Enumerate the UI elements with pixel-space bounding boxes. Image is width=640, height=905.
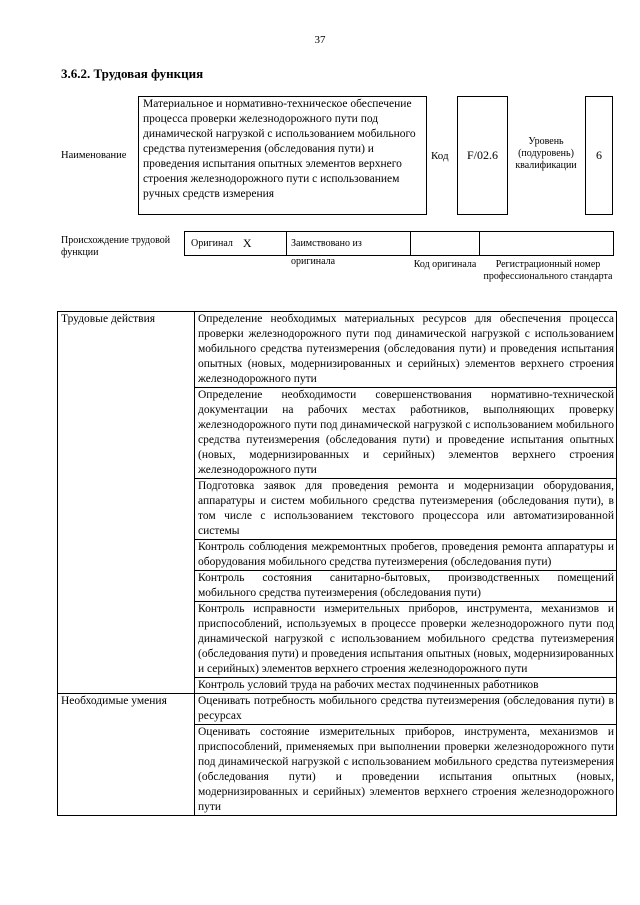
labor-action-item: Определение необходимости совершенствования нормативно-технической документации на рабочих местах работников, выполняющих проверку железнодорожного пути под динамической нагрузкой с использованием мобильного средства путеизмерения (обследования пути) и проведение испытания опытных (новых, модернизированных и серийных) элементов верхнего строения железнодорожного пути	[195, 388, 617, 479]
skill-item: Оценивать состояние измерительных приборов, инструмента, механизмов и приспособлений, применяемых при выполнении проверки железнодорожного пути под динамической нагрузкой с использованием мобильного средства путеизмерения (обследования пути) и проведении испытания опытных (новых, модернизированных и серийных) элементов верхнего строения железнодорожного пути	[195, 725, 617, 816]
labor-action-item: Контроль условий труда на рабочих местах подчиненных работников	[195, 678, 617, 694]
labor-action-item: Контроль состояния санитарно-бытовых, производственных помещений мобильного средства путеизмерения (обследования пути)	[195, 571, 617, 602]
function-name-box: Материальное и нормативно-техническое обеспечение процесса проверки железнодорожного пути под динамической нагрузкой с использованием мобильного средства путеизмерения (обследования пути) и проведения испытания опытных элементов верхнего строения железнодорожного пути с использованием ручных средств измерения	[138, 96, 427, 215]
table-row	[58, 312, 617, 388]
code-value: F/02.6	[466, 148, 498, 162]
reg-number-caption: Регистрационный номер профессионального стандарта	[483, 259, 613, 282]
section-title: 3.6.2. Трудовая функция	[61, 66, 204, 81]
original-cell	[185, 232, 287, 255]
required-skills-label: Необходимые умения	[58, 694, 195, 816]
labor-action-item: Контроль соблюдения межремонтных пробегов, проведения ремонта аппаратуры и оборудования мобильного средства путеизмерения (обследования пути)	[195, 540, 617, 571]
level-value-box	[585, 96, 613, 215]
borrowed-label: Заимствовано из оригинала	[291, 238, 362, 267]
reg-number-cell	[480, 232, 613, 255]
code-value-box	[457, 96, 508, 215]
page-number: 37	[314, 34, 326, 46]
labor-actions-label: Трудовые действия	[58, 312, 195, 694]
name-label: Наименование	[61, 150, 127, 161]
table-row	[58, 694, 617, 725]
code-original-caption: Код оригинала	[413, 259, 477, 270]
level-value: 6	[596, 148, 602, 162]
original-code-cell	[411, 232, 480, 255]
original-mark: X	[242, 236, 252, 250]
labor-function-table	[57, 311, 617, 816]
original-label: Оригинал	[191, 237, 233, 249]
level-label: Уровень (подуровень) квалификации	[515, 136, 577, 171]
skill-item: Оценивать потребность мобильного средства путеизмерения (обследования пути) в ресурсах	[195, 694, 617, 725]
borrowed-cell	[287, 232, 411, 267]
labor-action-item: Подготовка заявок для проведения ремонта и модернизации оборудования, аппаратуры и систем мобильного средства путеизмерения (обследования пути), в том числе с использованием текстового процессора или автоматизированной системы	[195, 479, 617, 540]
origin-label: Происхождение трудовой функции	[61, 235, 171, 258]
code-label: Код	[431, 150, 449, 162]
labor-action-item: Контроль исправности измерительных приборов, инструмента, механизмов и приспособлений, используемых в процессе проверки железнодорожного пути под динамической нагрузкой с использованием мобильного средства путеизмерения (обследования пути) и проведения испытания опытных (новых, модернизированных и серийных) элементов верхнего строения железнодорожного пути	[195, 602, 617, 678]
labor-action-item: Определение необходимых материальных ресурсов для обеспечения процесса проверки железнодорожного пути под динамической нагрузкой с использованием мобильного средства путеизмерения (обследования пути) и проведения испытания опытных (новых, модернизированных и серийных) элементов верхнего строения железнодорожного пути	[195, 312, 617, 388]
